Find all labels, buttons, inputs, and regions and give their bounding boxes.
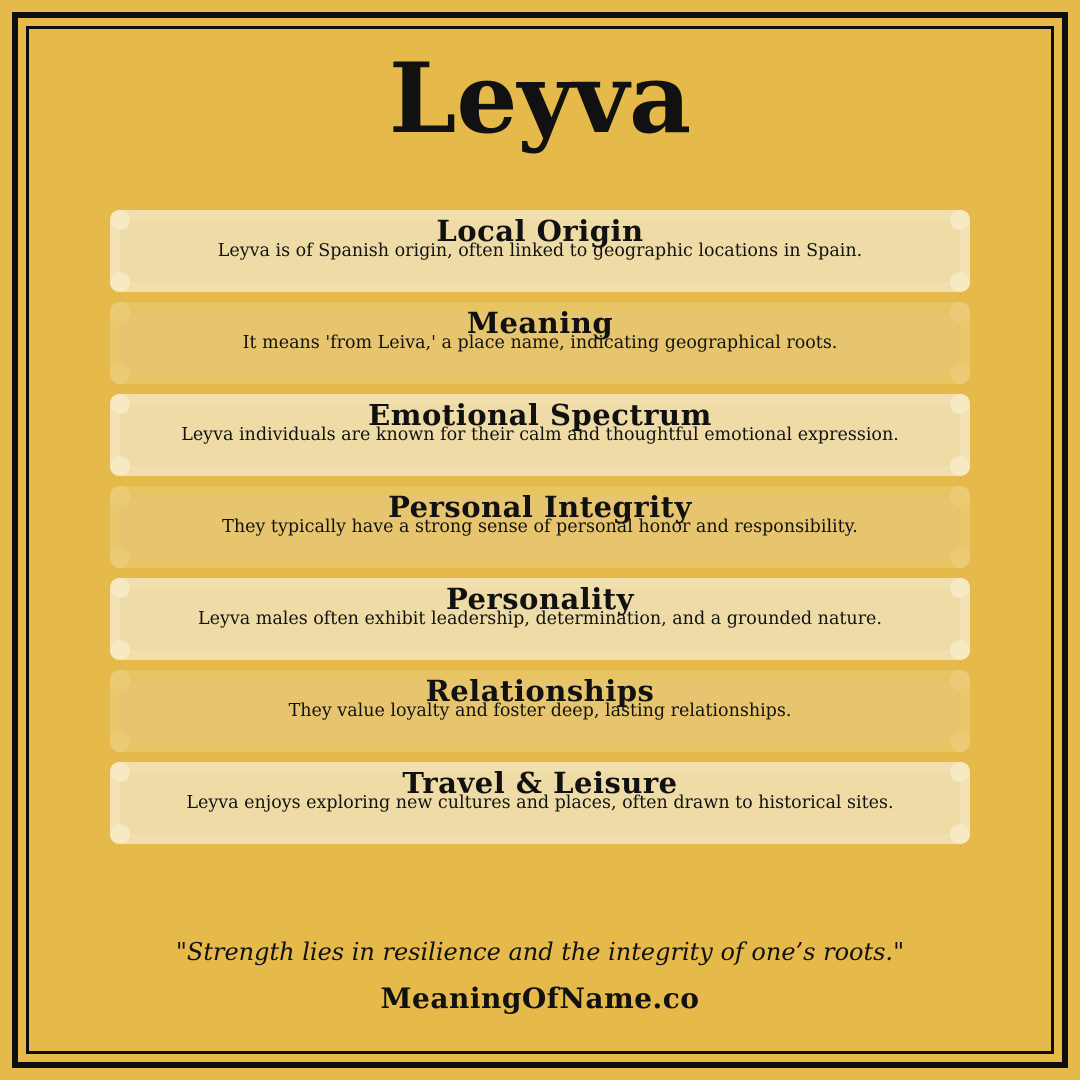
corner-dot-icon bbox=[110, 364, 130, 384]
card-relationships bbox=[110, 670, 970, 752]
corner-dot-icon bbox=[950, 640, 970, 660]
corner-dot-icon bbox=[950, 272, 970, 292]
card-personality bbox=[110, 578, 970, 660]
card-heading: Personality bbox=[445, 582, 635, 616]
corner-dot-icon bbox=[950, 824, 970, 844]
card-text: Leyva individuals are known for their calm and thoughtful emotional expression. bbox=[181, 425, 899, 445]
page-title: Leyva bbox=[388, 42, 692, 155]
card-emotional-spectrum bbox=[110, 394, 970, 476]
trait-card-list bbox=[110, 210, 970, 854]
card-travel-leisure bbox=[110, 762, 970, 844]
card-heading: Travel & Leisure bbox=[402, 766, 678, 800]
card-heading: Relationships bbox=[425, 674, 655, 708]
card-text: It means 'from Leiva,' a place name, indicating geographical roots. bbox=[242, 333, 838, 353]
corner-dot-icon bbox=[110, 272, 130, 292]
card-text: Leyva is of Spanish origin, often linked to geographic locations in Spain. bbox=[217, 241, 863, 261]
site-name: MeaningOfName.co bbox=[380, 982, 700, 1015]
corner-dot-icon bbox=[950, 456, 970, 476]
corner-dot-icon bbox=[110, 456, 130, 476]
corner-dot-icon bbox=[950, 732, 970, 752]
card-local-origin bbox=[110, 210, 970, 292]
quote-text: "Strength lies in resilience and the integrity of one’s roots." bbox=[175, 938, 905, 966]
corner-dot-icon bbox=[950, 548, 970, 568]
card-heading: Emotional Spectrum bbox=[368, 398, 712, 432]
corner-dot-icon bbox=[110, 732, 130, 752]
card-meaning bbox=[110, 302, 970, 384]
card-heading: Personal Integrity bbox=[388, 490, 692, 524]
corner-dot-icon bbox=[110, 640, 130, 660]
card-text: Leyva enjoys exploring new cultures and places, often drawn to historical sites. bbox=[186, 793, 894, 813]
corner-dot-icon bbox=[950, 364, 970, 384]
card-heading: Local Origin bbox=[436, 214, 644, 248]
corner-dot-icon bbox=[110, 548, 130, 568]
card-text: Leyva males often exhibit leadership, determination, and a grounded nature. bbox=[198, 609, 882, 629]
corner-dot-icon bbox=[110, 824, 130, 844]
card-text: They typically have a strong sense of personal honor and responsibility. bbox=[222, 517, 858, 537]
card-heading: Meaning bbox=[466, 306, 614, 340]
card-personal-integrity bbox=[110, 486, 970, 568]
card-text: They value loyalty and foster deep, lasting relationships. bbox=[288, 701, 792, 721]
